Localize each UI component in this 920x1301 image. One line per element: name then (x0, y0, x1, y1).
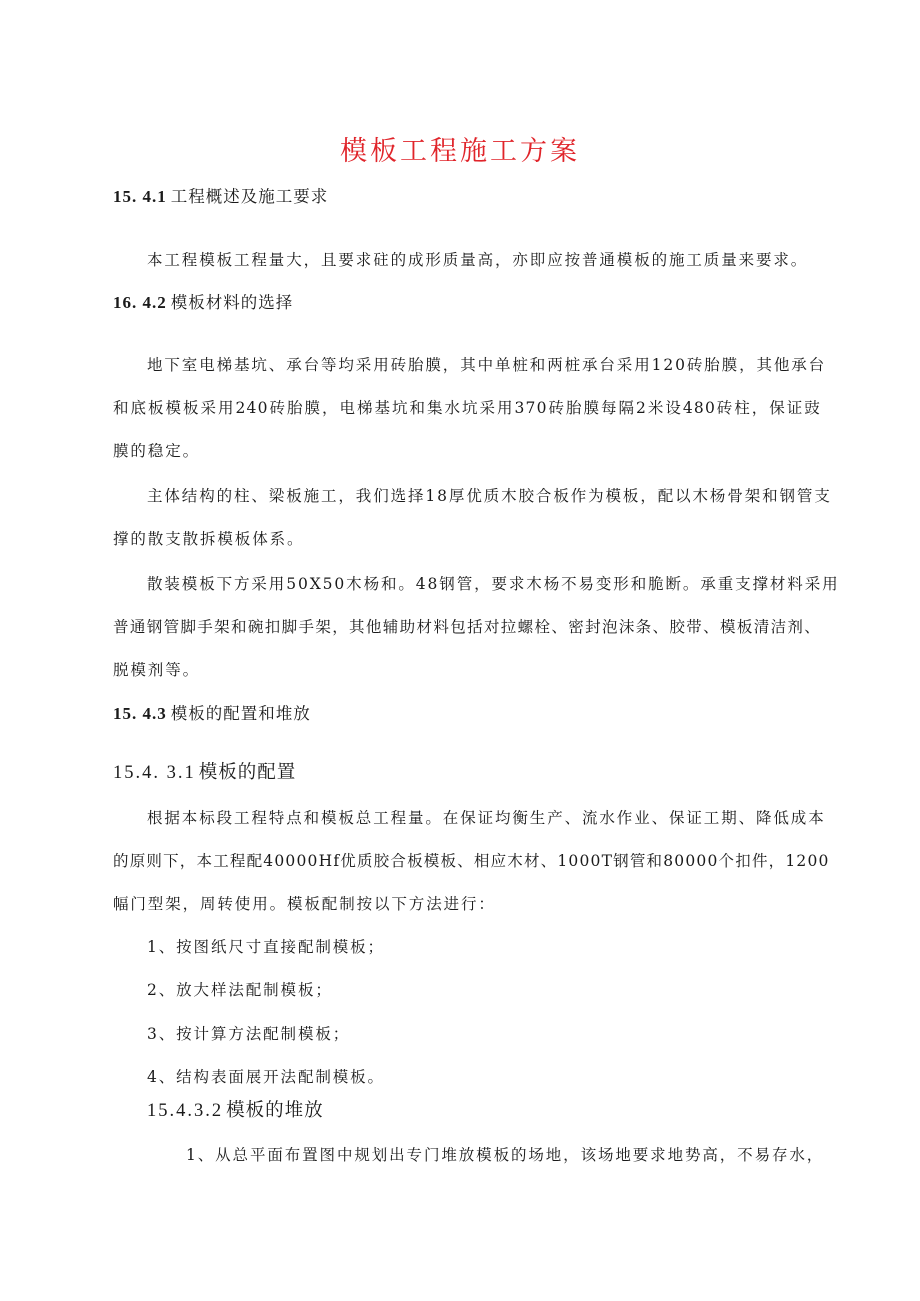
paragraph-line: 幅门型架，周转使用。模板配制按以下方法进行： (113, 895, 496, 913)
paragraph-line: 散装模板下方采用50X50木杨和。48钢管，要求木杨不易变形和脆断。承重支撑材料采用 (147, 575, 840, 593)
list-item: 4、结构表面展开法配制模板。 (147, 1068, 385, 1086)
paragraph-line: 膜的稳定。 (113, 442, 201, 460)
section-label: 模板的配置和堆放 (170, 704, 311, 723)
subsection-label: 模板的配置 (198, 762, 297, 783)
subsection-heading-4-3-1 (113, 759, 296, 787)
list-item: 3、按计算方法配制模板； (147, 1025, 351, 1043)
paragraph-line: 根据本标段工程特点和模板总工程量。在保证均衡生产、流水作业、保证工期、降低成本 (147, 809, 826, 827)
document-title: 模板工程施工方案 (340, 136, 580, 167)
section-heading-4-2 (113, 290, 293, 316)
paragraph-line: 本工程模板工程量大，且要求砫的成形质量高，亦即应按普通模板的施工质量来要求。 (147, 251, 809, 269)
list-item: 1、按图纸尺寸直接配制模板； (147, 938, 385, 956)
section-label: 模板材料的选择 (170, 293, 294, 312)
paragraph-line: 主体结构的柱、梁板施工，我们选择18厚优质木胶合板作为模板，配以木杨骨架和钢管支 (147, 487, 832, 505)
section-heading-4-3 (113, 701, 311, 727)
subsection-heading-4-3-2 (147, 1097, 324, 1125)
section-number: 16. 4.2 (113, 293, 167, 312)
section-label: 工程概述及施工要求 (170, 187, 329, 206)
subsection-number: 15.4. 3.1 (113, 763, 196, 783)
paragraph-line: 撑的散支散拆模板体系。 (113, 530, 305, 548)
paragraph-line: 地下室电梯基坑、承台等均采用砖胎膜，其中单桩和两桩承台采用120砖胎膜，其他承台 (147, 356, 827, 374)
paragraph-line: 脱模剂等。 (113, 661, 201, 679)
section-number: 15. 4.1 (113, 187, 167, 206)
section-heading-4-1 (113, 184, 328, 210)
paragraph-line: 1、从总平面布置图中规划出专门堆放模板的场地，该场地要求地势高，不易存水， (186, 1146, 825, 1164)
paragraph-line: 的原则下，本工程配40000Hf优质胶合板模板、相应木材、1000T钢管和80000个扣件，1200 (113, 852, 830, 870)
subsection-number: 15.4.3.2 (147, 1101, 224, 1121)
paragraph-line: 和底板模板采用240砖胎膜，电梯基坑和集水坑采用370砖胎膜每隔2米设480砖柱，保证豉 (113, 399, 821, 417)
section-number: 15. 4.3 (113, 704, 167, 723)
paragraph-line: 普通钢管脚手架和碗扣脚手架，其他辅助材料包括对拉螺栓、密封泡沫条、胶带、模板清洁剂、 (113, 618, 821, 636)
list-item: 2、放大样法配制模板； (147, 981, 333, 999)
subsection-label: 模板的堆放 (226, 1100, 324, 1121)
